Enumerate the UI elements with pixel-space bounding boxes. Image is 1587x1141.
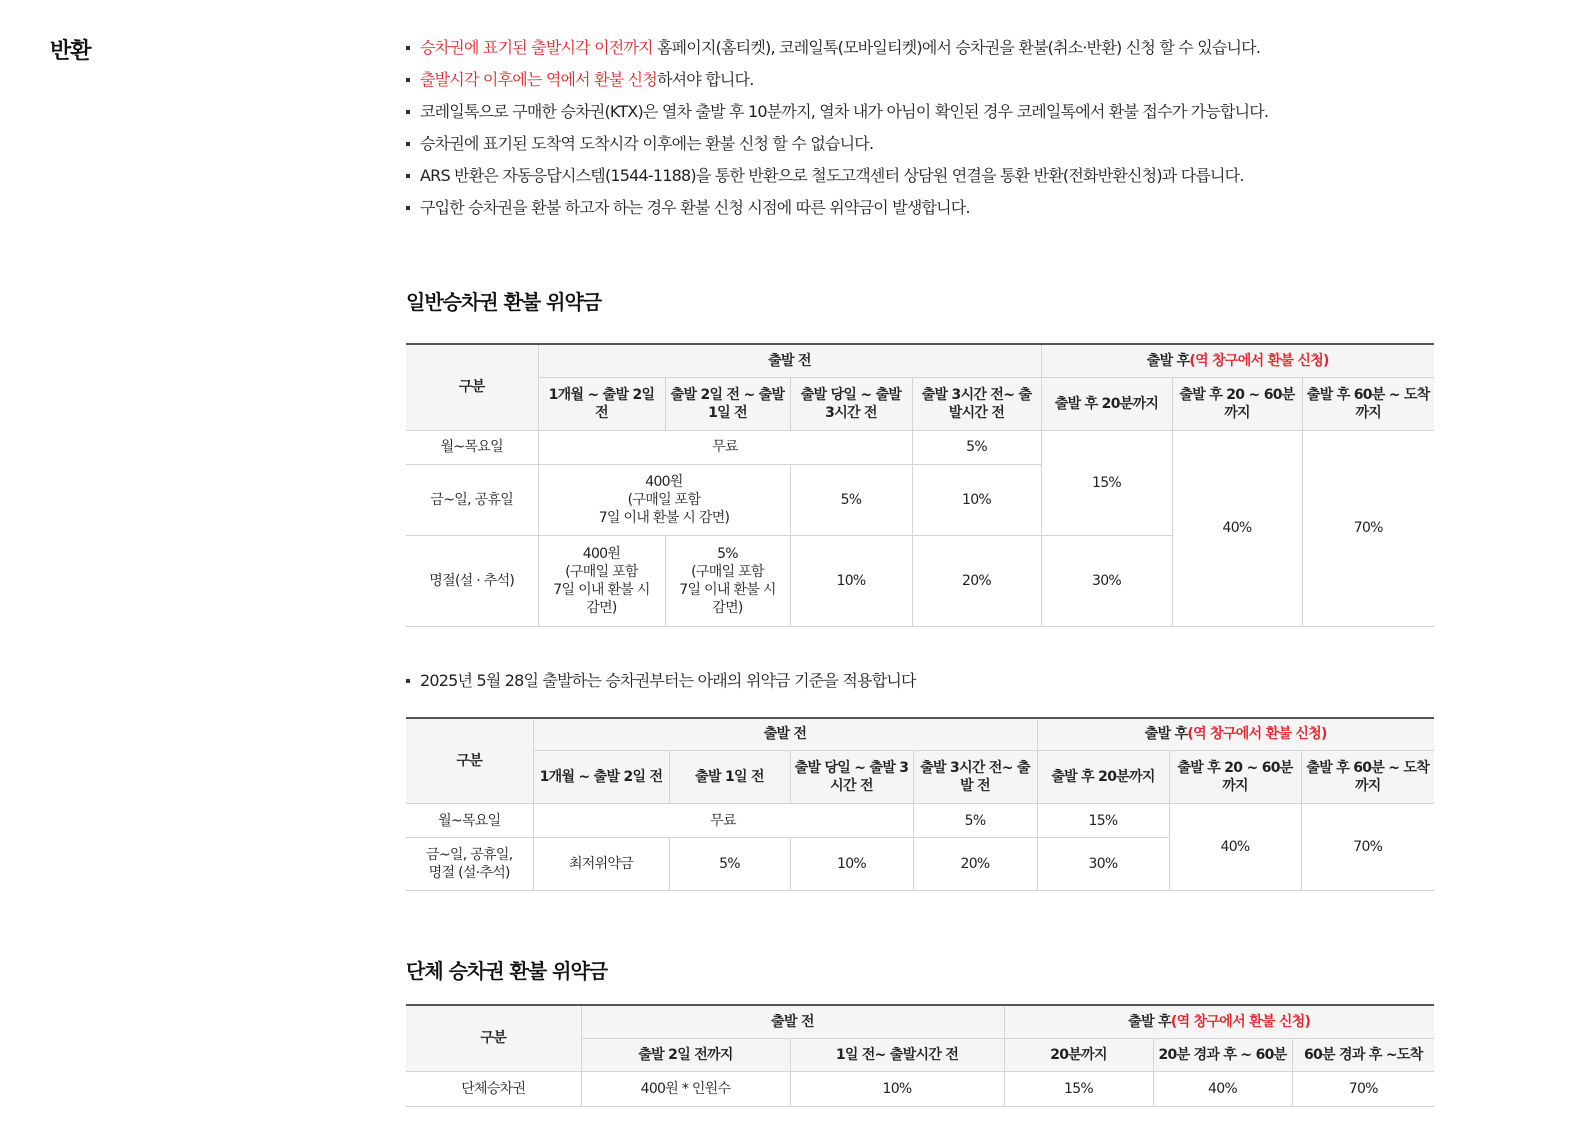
column-header: 출발 2일 전 ~ 출발 1일 전 bbox=[665, 377, 790, 430]
column-header: 출발 3시간 전~ 출발시간 전 bbox=[912, 377, 1041, 430]
column-header: 출발 후 60분 ~ 도착까지 bbox=[1301, 751, 1434, 804]
column-header: 출발 당일 ~ 출발 3시간 전 bbox=[790, 377, 912, 430]
fee-cell: 15% bbox=[1041, 430, 1172, 535]
fee-cell: 10% bbox=[790, 1071, 1004, 1106]
section-title: 반환 bbox=[50, 39, 91, 64]
notice-item: 승차권에 표기된 도착역 도착시각 이후에는 환불 신청 할 수 없습니다. bbox=[406, 128, 1434, 160]
header-category: 구분 bbox=[406, 718, 533, 804]
row-label: 금~일, 공휴일 bbox=[406, 464, 538, 535]
header-after: 출발 후(역 창구에서 환불 신청) bbox=[1004, 1005, 1434, 1038]
fee-cell: 5% (구매일 포함 7일 이내 환불 시 감면) bbox=[665, 535, 790, 626]
general-fee-title: 일반승차권 환불 위약금 bbox=[406, 290, 602, 314]
fee-cell: 70% bbox=[1302, 430, 1434, 626]
group-fee-title: 단체 승차권 환불 위약금 bbox=[406, 959, 608, 983]
fee-cell: 10% bbox=[790, 535, 912, 626]
fee-cell: 40% bbox=[1172, 430, 1302, 626]
fee-cell: 5% bbox=[790, 464, 912, 535]
fee-cell: 5% bbox=[912, 430, 1041, 464]
notice-item: 구입한 승차권을 환불 하고자 하는 경우 환불 신청 시점에 따른 위약금이 발생합니다. bbox=[406, 192, 1434, 224]
header-category: 구분 bbox=[406, 344, 538, 430]
fee-cell: 30% bbox=[1041, 535, 1172, 626]
header-category: 구분 bbox=[406, 1005, 581, 1071]
fee-cell: 40% bbox=[1153, 1071, 1292, 1106]
fee-cell: 20% bbox=[912, 535, 1041, 626]
column-header: 출발 당일 ~ 출발 3시간 전 bbox=[790, 751, 913, 804]
row-label: 월~목요일 bbox=[406, 804, 533, 838]
notice-item: ARS 반환은 자동응답시스템(1544-1188)을 통한 반환으로 철도고객센터 상담원 연결을 통환 반환(전화반환신청)과 다릅니다. bbox=[406, 160, 1434, 192]
notice-list bbox=[406, 32, 1434, 224]
column-header: 1일 전~ 출발시간 전 bbox=[790, 1038, 1004, 1071]
fee-cell: 400원 (구매일 포함 7일 이내 환불 시 감면) bbox=[538, 535, 665, 626]
fee-cell: 5% bbox=[669, 838, 790, 891]
notice-item: 승차권에 표기된 출발시각 이전까지 홈페이지(홈티켓), 코레일톡(모바일티켓)에서 승차권을 환불(취소·반환) 신청 할 수 있습니다. bbox=[406, 32, 1434, 64]
header-after: 출발 후(역 창구에서 환불 신청) bbox=[1037, 718, 1434, 751]
fee-cell: 최저위약금 bbox=[533, 838, 669, 891]
column-header: 출발 후 20 ~ 60분까지 bbox=[1172, 377, 1302, 430]
column-header: 출발 후 20분까지 bbox=[1037, 751, 1169, 804]
row-label: 월~목요일 bbox=[406, 430, 538, 464]
note-list bbox=[406, 665, 1434, 697]
fee-cell: 20% bbox=[913, 838, 1037, 891]
header-before: 출발 전 bbox=[533, 718, 1037, 751]
column-header: 20분 경과 후 ~ 60분 bbox=[1153, 1038, 1292, 1071]
fee-cell: 40% bbox=[1169, 804, 1301, 891]
column-header: 출발 후 20 ~ 60분까지 bbox=[1169, 751, 1301, 804]
group-fee-table bbox=[406, 1004, 1434, 1107]
row-label: 금~일, 공휴일, 명절 (설·추석) bbox=[406, 838, 533, 891]
fee-cell: 70% bbox=[1301, 804, 1434, 891]
fee-cell: 10% bbox=[912, 464, 1041, 535]
column-header: 1개월 ~ 출발 2일 전 bbox=[533, 751, 669, 804]
column-header: 출발 2일 전까지 bbox=[581, 1038, 790, 1071]
main-content bbox=[406, 32, 1434, 1107]
fee-cell: 무료 bbox=[538, 430, 912, 464]
fee-cell: 무료 bbox=[533, 804, 913, 838]
header-before: 출발 전 bbox=[538, 344, 1041, 377]
notice-item: 출발시각 이후에는 역에서 환불 신청하셔야 합니다. bbox=[406, 64, 1434, 96]
column-header: 출발 후 20분까지 bbox=[1041, 377, 1172, 430]
header-before: 출발 전 bbox=[581, 1005, 1004, 1038]
fee-cell: 30% bbox=[1037, 838, 1169, 891]
fee-cell: 10% bbox=[790, 838, 913, 891]
fee-cell: 400원 * 인원수 bbox=[581, 1071, 790, 1106]
column-header: 60분 경과 후 ~도착 bbox=[1292, 1038, 1434, 1071]
new-fee-table bbox=[406, 717, 1434, 892]
column-header: 1개월 ~ 출발 2일 전 bbox=[538, 377, 665, 430]
fee-cell: 15% bbox=[1004, 1071, 1153, 1106]
note-item: 2025년 5월 28일 출발하는 승차권부터는 아래의 위약금 기준을 적용합니다 bbox=[406, 665, 1434, 697]
column-header: 20분까지 bbox=[1004, 1038, 1153, 1071]
row-label: 단체승차권 bbox=[406, 1071, 581, 1106]
fee-cell: 5% bbox=[913, 804, 1037, 838]
fee-cell: 400원 (구매일 포함 7일 이내 환불 시 감면) bbox=[538, 464, 790, 535]
column-header: 출발 후 60분 ~ 도착까지 bbox=[1302, 377, 1434, 430]
fee-cell: 15% bbox=[1037, 804, 1169, 838]
general-fee-table bbox=[406, 343, 1434, 627]
notice-item: 코레일톡으로 구매한 승차권(KTX)은 열차 출발 후 10분까지, 열차 내가 아님이 확인된 경우 코레일톡에서 환불 접수가 가능합니다. bbox=[406, 96, 1434, 128]
row-label: 명절(설 · 추석) bbox=[406, 535, 538, 626]
column-header: 출발 3시간 전~ 출발 전 bbox=[913, 751, 1037, 804]
column-header: 출발 1일 전 bbox=[669, 751, 790, 804]
fee-cell: 70% bbox=[1292, 1071, 1434, 1106]
header-after: 출발 후(역 창구에서 환불 신청) bbox=[1041, 344, 1434, 377]
